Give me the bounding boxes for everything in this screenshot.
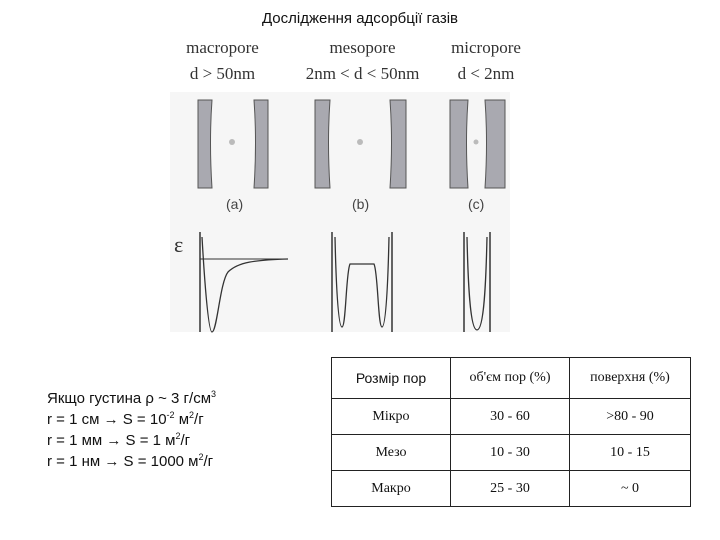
pore-table	[331, 357, 691, 507]
area-line-nm: r = 1 нм → S = 1000 $м^2/г$	[47, 452, 214, 470]
micropore-label: micropore	[451, 38, 521, 57]
caption-c: (c)	[468, 196, 485, 212]
table-row: Мезо 10 - 30 10 - 15	[332, 435, 691, 471]
pore-drawings	[160, 32, 540, 342]
pore-figure	[160, 32, 540, 342]
table-row: Макро 25 - 30 ~ 0	[332, 471, 691, 507]
macropore-right-wall	[254, 100, 268, 188]
header-surface: поверхня (%)	[570, 358, 691, 399]
micropore-condition: d < 2nm	[457, 64, 515, 83]
density-line: Якщо густина ρ ~ 3 $г/см^3$	[47, 389, 217, 407]
mesopore-left-wall	[315, 100, 330, 188]
area-line-mm: r = 1 мм → S = 1 $м^2/г$	[47, 431, 191, 449]
mesopore-condition: 2nm < d < 50nm	[305, 64, 420, 83]
page-title: Дослідження адсорбції газів	[261, 10, 459, 27]
mesopore-label: mesopore	[329, 38, 396, 57]
macropore-molecule	[229, 139, 235, 145]
header-size: Розмір пор	[332, 358, 451, 399]
macropore-label: macropore	[186, 38, 259, 57]
table-header-row	[332, 358, 691, 399]
micropore-right-wall	[485, 100, 505, 188]
macropore-left-wall	[198, 100, 212, 188]
table-row: Мікро 30 - 60 >80 - 90	[332, 399, 691, 435]
micropore-molecule	[474, 140, 479, 145]
mesopore-molecule	[357, 139, 363, 145]
density-estimates	[47, 388, 216, 472]
mesopore-right-wall	[390, 100, 406, 188]
area-line-cm: r = 1 см → $S = 10^{-2}$ $м^2/г$	[47, 410, 204, 428]
energy-symbol: ε	[174, 232, 184, 257]
header-volume: об'єм пор (%)	[451, 358, 570, 399]
caption-a: (a)	[226, 196, 244, 212]
macropore-condition: d > 50nm	[189, 64, 256, 83]
micropore-left-wall	[450, 100, 468, 188]
caption-b: (b)	[352, 196, 370, 212]
